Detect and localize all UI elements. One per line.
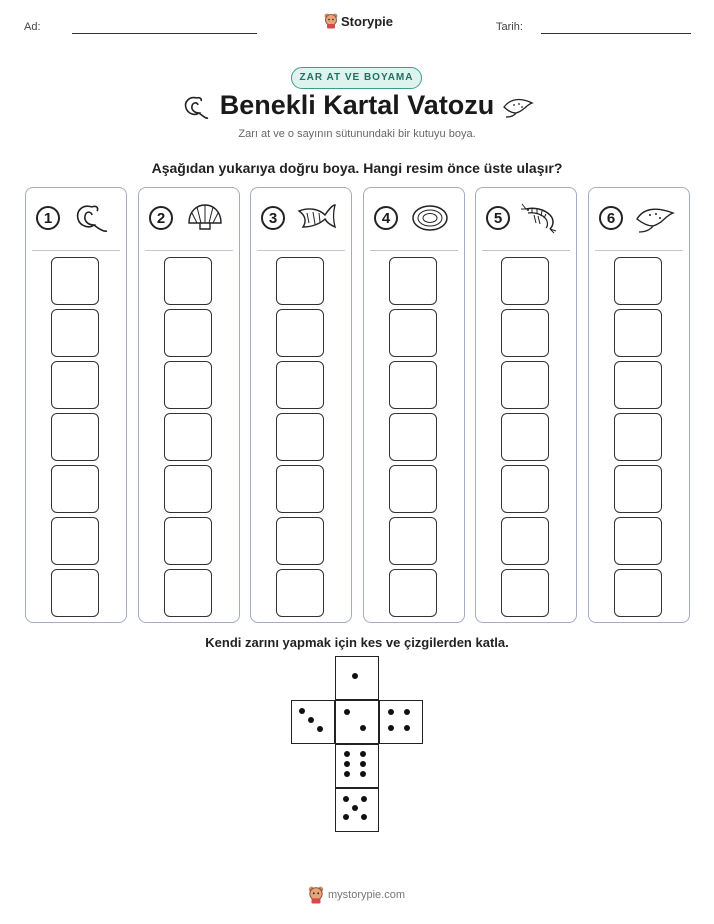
column-number: 3 bbox=[261, 206, 285, 230]
color-box[interactable] bbox=[164, 361, 212, 409]
color-box[interactable] bbox=[501, 517, 549, 565]
dice-pip bbox=[404, 709, 410, 715]
dice-instruction: Kendi zarını yapmak için kes ve çizgilerden katla. bbox=[205, 635, 509, 650]
color-box[interactable] bbox=[276, 361, 324, 409]
color-box[interactable] bbox=[276, 413, 324, 461]
dice-column-2 bbox=[138, 187, 240, 623]
dice-face-2 bbox=[335, 700, 379, 744]
dice-face-4 bbox=[379, 700, 423, 744]
dice-pip bbox=[360, 771, 366, 777]
color-box[interactable] bbox=[501, 465, 549, 513]
footer-url[interactable]: mystorypie.com bbox=[328, 889, 406, 901]
dice-pip bbox=[352, 673, 358, 679]
color-box[interactable] bbox=[614, 413, 662, 461]
color-box[interactable] bbox=[614, 309, 662, 357]
color-box[interactable] bbox=[164, 413, 212, 461]
dice-pip bbox=[308, 717, 314, 723]
brand-logo bbox=[324, 13, 393, 29]
column-divider bbox=[145, 250, 233, 251]
color-box[interactable] bbox=[389, 465, 437, 513]
page-title: Benekli Kartal Vatozu bbox=[219, 90, 495, 120]
color-box[interactable] bbox=[501, 257, 549, 305]
color-box[interactable] bbox=[501, 361, 549, 409]
dice-pip bbox=[360, 761, 366, 767]
color-box[interactable] bbox=[164, 309, 212, 357]
color-box[interactable] bbox=[389, 569, 437, 617]
dice-face-5 bbox=[335, 788, 379, 832]
dice-pip bbox=[343, 796, 349, 802]
color-box[interactable] bbox=[276, 517, 324, 565]
name-line[interactable] bbox=[72, 33, 257, 34]
bear-logo-icon bbox=[324, 13, 338, 29]
column-number: 1 bbox=[36, 206, 60, 230]
color-box[interactable] bbox=[614, 257, 662, 305]
color-box[interactable] bbox=[501, 569, 549, 617]
bear-logo-icon bbox=[308, 886, 324, 904]
column-number: 2 bbox=[149, 206, 173, 230]
date-label: Tarih: bbox=[496, 21, 523, 33]
shrimp-icon bbox=[520, 201, 564, 235]
color-box[interactable] bbox=[389, 361, 437, 409]
color-box[interactable] bbox=[164, 569, 212, 617]
color-box[interactable] bbox=[276, 465, 324, 513]
color-box[interactable] bbox=[51, 465, 99, 513]
color-box[interactable] bbox=[614, 517, 662, 565]
dice-pip bbox=[361, 796, 367, 802]
dice-pip bbox=[344, 771, 350, 777]
color-box[interactable] bbox=[614, 361, 662, 409]
dice-pip bbox=[343, 814, 349, 820]
color-box[interactable] bbox=[164, 465, 212, 513]
dice-column-4 bbox=[363, 187, 465, 623]
color-box[interactable] bbox=[389, 309, 437, 357]
dice-pip bbox=[360, 725, 366, 731]
color-box[interactable] bbox=[51, 517, 99, 565]
dice-face-1 bbox=[335, 656, 379, 700]
color-box[interactable] bbox=[389, 257, 437, 305]
dice-pip bbox=[299, 708, 305, 714]
color-box[interactable] bbox=[501, 309, 549, 357]
stingray-icon bbox=[633, 201, 677, 235]
color-box[interactable] bbox=[51, 413, 99, 461]
color-box[interactable] bbox=[389, 413, 437, 461]
column-number: 5 bbox=[486, 206, 510, 230]
dice-pip bbox=[344, 709, 350, 715]
seahorse-icon bbox=[70, 201, 114, 235]
column-divider bbox=[32, 250, 120, 251]
dice-pip bbox=[360, 751, 366, 757]
activity-badge: ZAR AT VE BOYAMA bbox=[291, 67, 422, 89]
color-box[interactable] bbox=[51, 361, 99, 409]
column-divider bbox=[482, 250, 570, 251]
dice-pip bbox=[352, 805, 358, 811]
dice-column-6 bbox=[588, 187, 690, 623]
dice-column-5 bbox=[475, 187, 577, 623]
color-box[interactable] bbox=[614, 465, 662, 513]
color-box[interactable] bbox=[51, 569, 99, 617]
stingray-icon bbox=[502, 95, 534, 119]
color-box[interactable] bbox=[164, 257, 212, 305]
column-divider bbox=[595, 250, 683, 251]
dice-pip bbox=[317, 726, 323, 732]
dice-pip bbox=[344, 761, 350, 767]
dice-pip bbox=[344, 751, 350, 757]
color-box[interactable] bbox=[389, 517, 437, 565]
date-line[interactable] bbox=[541, 33, 691, 34]
dice-pip bbox=[388, 709, 394, 715]
color-box[interactable] bbox=[276, 257, 324, 305]
clam-icon bbox=[408, 201, 452, 235]
color-box[interactable] bbox=[276, 569, 324, 617]
dice-face-3 bbox=[291, 700, 335, 744]
page-subtitle: Zarı at ve o sayının sütunundaki bir kutuyu boya. bbox=[238, 128, 476, 140]
dice-pip bbox=[388, 725, 394, 731]
dice-column-3 bbox=[250, 187, 352, 623]
coloring-instruction: Aşağıdan yukarıya doğru boya. Hangi resim önce üste ulaşır? bbox=[151, 160, 563, 176]
brand-name: Storypie bbox=[341, 13, 394, 29]
column-divider bbox=[257, 250, 345, 251]
name-label: Ad: bbox=[24, 21, 41, 33]
scallop-shell-icon bbox=[183, 201, 227, 235]
column-number: 4 bbox=[374, 206, 398, 230]
color-box[interactable] bbox=[164, 517, 212, 565]
footer bbox=[308, 886, 405, 904]
dice-face-6 bbox=[335, 744, 379, 788]
fish-tail-icon bbox=[295, 201, 339, 235]
column-divider bbox=[370, 250, 458, 251]
color-box[interactable] bbox=[614, 569, 662, 617]
dice-column-1 bbox=[25, 187, 127, 623]
color-box[interactable] bbox=[51, 257, 99, 305]
color-box[interactable] bbox=[276, 309, 324, 357]
color-box[interactable] bbox=[501, 413, 549, 461]
color-box[interactable] bbox=[51, 309, 99, 357]
dice-pip bbox=[361, 814, 367, 820]
column-number: 6 bbox=[599, 206, 623, 230]
dice-pip bbox=[404, 725, 410, 731]
